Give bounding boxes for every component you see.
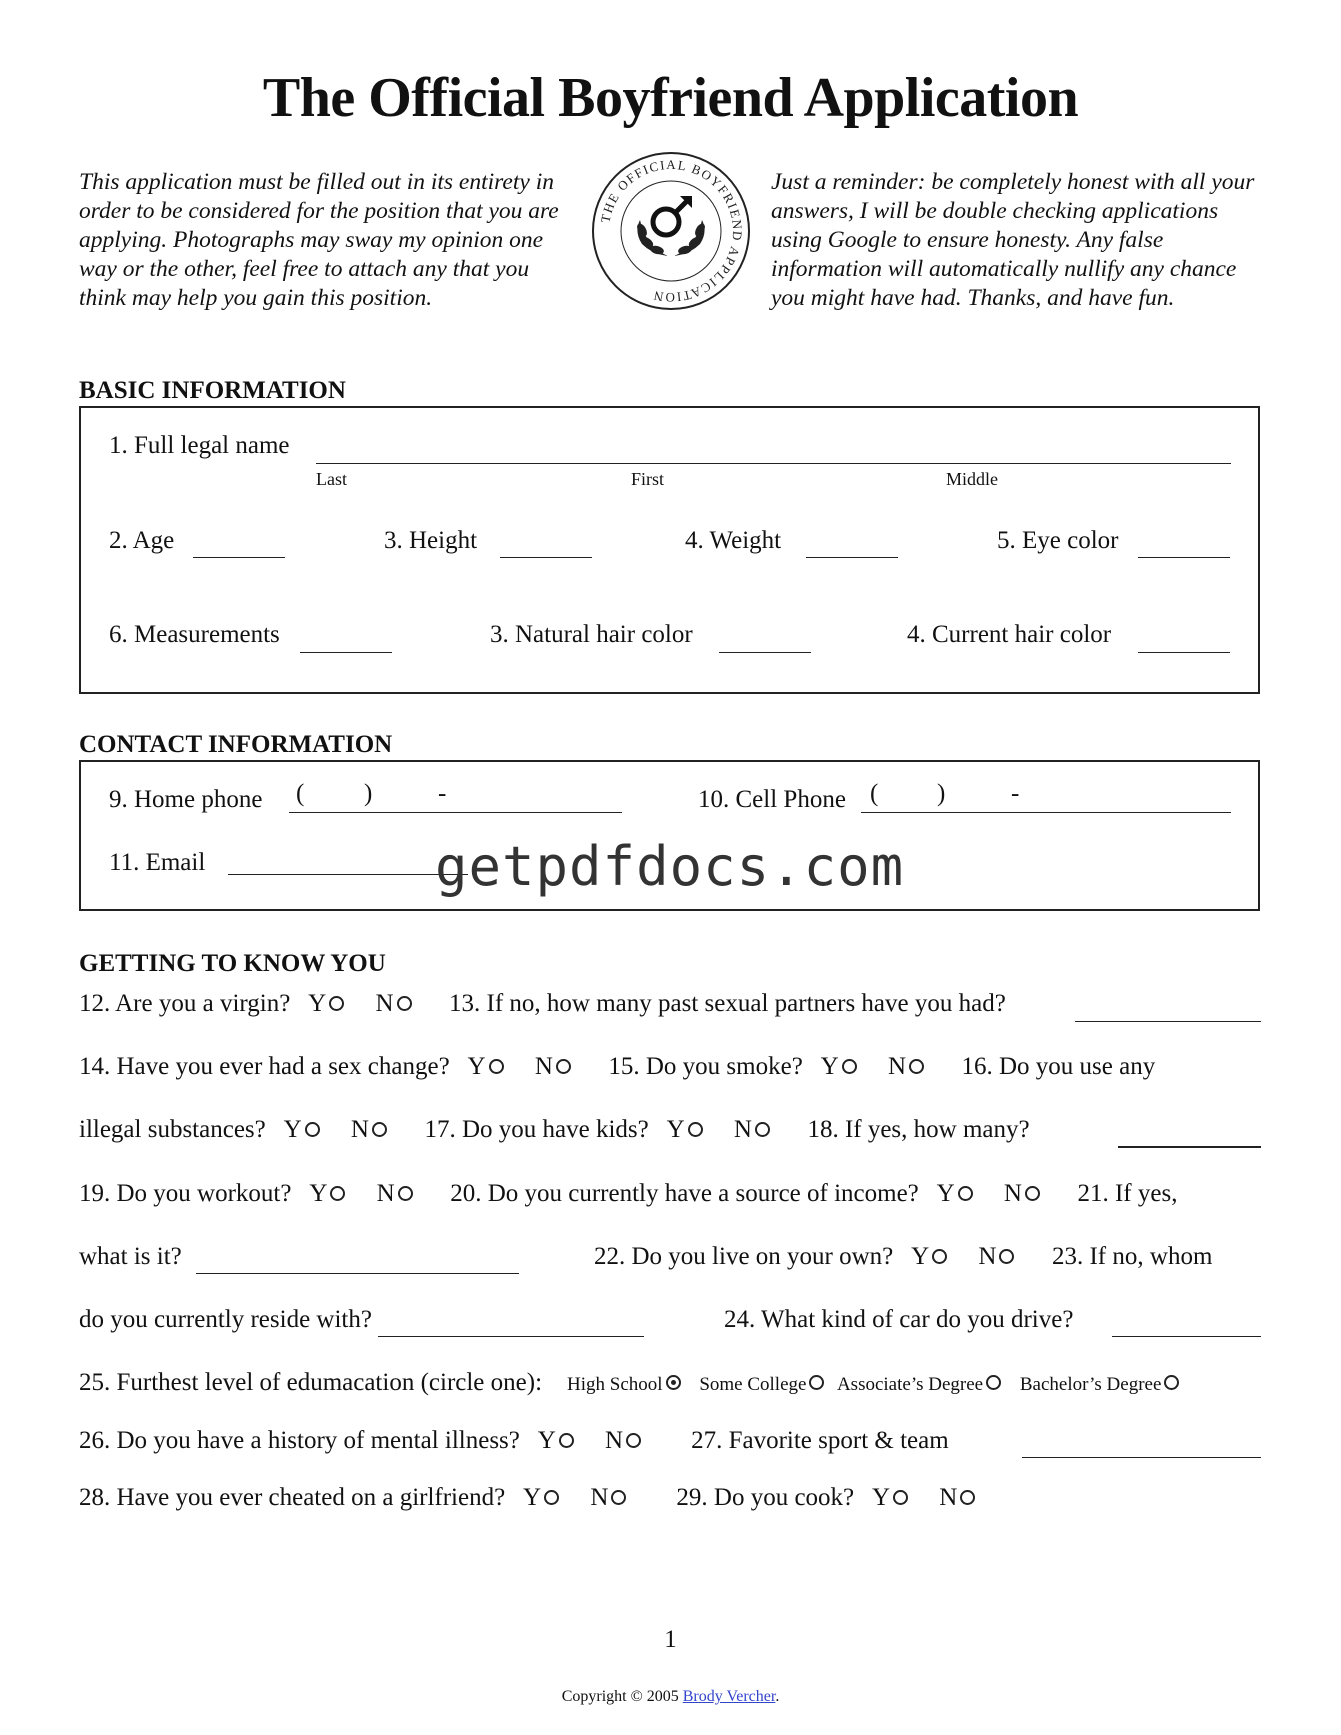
q20-yes-radio[interactable] xyxy=(958,1186,973,1201)
height-field[interactable] xyxy=(500,557,592,558)
q16b-label: illegal substances? xyxy=(79,1116,266,1143)
name-part-middle: Middle xyxy=(946,469,998,489)
age-label: 2. Age xyxy=(109,527,175,554)
q17-no-label: N xyxy=(733,1116,752,1143)
q16-yes-label: Y xyxy=(283,1116,302,1143)
copyright xyxy=(0,1688,1341,1706)
height-label: 3. Height xyxy=(384,527,478,554)
q13-label: 13. If no, how many past sexual partners have you had? xyxy=(449,990,1006,1017)
measurements-label: 6. Measurements xyxy=(109,621,280,648)
q23b-label: do you currently reside with? xyxy=(79,1306,372,1333)
cell-phone-paren-open: ( xyxy=(870,780,879,807)
q28-yes-label: Y xyxy=(523,1484,542,1511)
cell-phone-dash: - xyxy=(1011,780,1020,807)
q16-yes-radio[interactable] xyxy=(305,1122,320,1137)
q24-label: 24. What kind of car do you drive? xyxy=(724,1306,1074,1333)
edu-option-bachelors: Bachelor’s Degree xyxy=(1019,1374,1162,1395)
q15-label: 15. Do you smoke? xyxy=(608,1053,803,1080)
q22-yes-label: Y xyxy=(911,1243,930,1270)
q23-field[interactable] xyxy=(378,1336,644,1337)
q28-no-label: N xyxy=(590,1484,609,1511)
name-part-first: First xyxy=(631,469,665,489)
author-link[interactable]: Brody Vercher xyxy=(682,1688,776,1705)
q17-yes-label: Y xyxy=(666,1116,685,1143)
edu-option-high-school: High School xyxy=(567,1374,663,1395)
q15-no-radio[interactable] xyxy=(909,1059,924,1074)
q20-no-label: N xyxy=(1003,1180,1022,1207)
q13-field[interactable] xyxy=(1075,1021,1261,1022)
q29-no-radio[interactable] xyxy=(960,1490,975,1505)
q14-yes-radio[interactable] xyxy=(489,1059,504,1074)
q21-field[interactable] xyxy=(196,1273,519,1274)
q23-label: 23. If no, whom xyxy=(1051,1243,1213,1270)
q17-no-radio[interactable] xyxy=(755,1122,770,1137)
q19-yes-label: Y xyxy=(309,1180,328,1207)
edu-associates-radio[interactable] xyxy=(986,1375,1001,1390)
q14-yes-label: Y xyxy=(467,1053,486,1080)
q20-label: 20. Do you currently have a source of income? xyxy=(450,1180,919,1207)
q12-no-label: N xyxy=(375,990,394,1017)
natural-hair-label: 3. Natural hair color xyxy=(490,621,693,648)
q22-no-radio[interactable] xyxy=(999,1249,1014,1264)
home-phone-paren-close: ) xyxy=(364,780,373,807)
q16-no-label: N xyxy=(350,1116,369,1143)
q29-yes-label: Y xyxy=(871,1484,891,1511)
male-symbol-icon xyxy=(653,196,692,235)
q22-no-label: N xyxy=(978,1243,997,1270)
q29-yes-radio[interactable] xyxy=(893,1490,908,1505)
q19-row xyxy=(79,1180,1177,1208)
weight-label: 4. Weight xyxy=(685,527,782,554)
q21b-label: what is it? xyxy=(79,1243,182,1270)
q22-yes-radio[interactable] xyxy=(932,1249,947,1264)
q14-label: 14. Have you ever had a sex change? xyxy=(79,1053,450,1080)
q26-row xyxy=(79,1427,949,1455)
cell-phone-label: 10. Cell Phone xyxy=(698,786,846,813)
page-number: 1 xyxy=(664,1626,677,1653)
current-hair-field[interactable] xyxy=(1138,652,1230,653)
q27-label: 27. Favorite sport & team xyxy=(691,1427,949,1454)
q15-yes-label: Y xyxy=(820,1053,839,1080)
q27-field[interactable] xyxy=(1022,1457,1261,1458)
q26-yes-radio[interactable] xyxy=(559,1433,574,1448)
q26-label: 26. Do you have a history of mental illness? xyxy=(79,1427,520,1454)
q18-label: 18. If yes, how many? xyxy=(807,1116,1030,1143)
q19-label: 19. Do you workout? xyxy=(79,1180,292,1207)
q28-no-radio[interactable] xyxy=(611,1490,626,1505)
q26-no-label: N xyxy=(605,1427,624,1454)
q20-yes-label: Y xyxy=(936,1180,955,1207)
q16b-row xyxy=(79,1116,1030,1144)
edu-bachelors-radio[interactable] xyxy=(1164,1375,1179,1390)
intro-reminder: Just a reminder: be completely honest with all your answers, I will be double checking applications using Google to ensure honesty. Any false information will automatically nullify any chance you might have had. Thanks, and have fun. xyxy=(771,169,1255,311)
q29-label: 29. Do you cook? xyxy=(676,1484,855,1511)
q28-row xyxy=(79,1484,975,1512)
edu-some-college-radio[interactable] xyxy=(809,1375,824,1390)
q12-row xyxy=(79,990,1006,1018)
cell-phone-field[interactable] xyxy=(861,812,1231,813)
q28-yes-radio[interactable] xyxy=(544,1490,559,1505)
q29-no-label: N xyxy=(939,1484,958,1511)
q12-label: 12. Are you a virgin? xyxy=(79,990,291,1017)
edu-high-school-radio[interactable] xyxy=(666,1375,681,1390)
seal-ring-text: THE OFFICIAL BOYFRIEND APPLICATION xyxy=(597,156,746,306)
email-field[interactable] xyxy=(228,874,468,875)
q20-no-radio[interactable] xyxy=(1025,1186,1040,1201)
cell-phone-paren-close: ) xyxy=(937,780,946,807)
official-seal-logo xyxy=(590,150,752,312)
section-heading-know: GETTING TO KNOW YOU xyxy=(79,950,386,977)
page-title: The Official Boyfriend Application xyxy=(262,67,1079,129)
q16-no-radio[interactable] xyxy=(372,1122,387,1137)
q14-row xyxy=(79,1053,1155,1081)
weight-field[interactable] xyxy=(806,557,898,558)
measurements-field[interactable] xyxy=(300,652,392,653)
q26-no-radio[interactable] xyxy=(626,1433,641,1448)
laurel-wreath-icon xyxy=(635,220,707,256)
eye-color-field[interactable] xyxy=(1138,557,1230,558)
q26-yes-label: Y xyxy=(537,1427,556,1454)
q25-row xyxy=(79,1369,1179,1397)
q14-no-label: N xyxy=(534,1053,553,1080)
q24-field[interactable] xyxy=(1112,1336,1261,1337)
section-heading-basic: BASIC INFORMATION xyxy=(79,377,346,404)
copyright-period: . xyxy=(775,1688,780,1705)
q28-label: 28. Have you ever cheated on a girlfriend? xyxy=(79,1484,506,1511)
home-phone-paren-open: ( xyxy=(296,780,305,807)
q12-no-radio[interactable] xyxy=(397,996,412,1011)
q12-yes-label: Y xyxy=(308,990,327,1017)
q15-yes-radio[interactable] xyxy=(842,1059,857,1074)
age-field[interactable] xyxy=(193,557,285,558)
current-hair-label: 4. Current hair color xyxy=(907,621,1112,648)
natural-hair-field[interactable] xyxy=(719,652,811,653)
email-label: 11. Email xyxy=(109,849,206,876)
full-name-field[interactable] xyxy=(316,463,1231,464)
q17-label: 17. Do you have kids? xyxy=(424,1116,649,1143)
q18-field[interactable] xyxy=(1118,1146,1261,1148)
q22-label: 22. Do you live on your own? xyxy=(594,1243,894,1270)
q15-no-label: N xyxy=(887,1053,906,1080)
watermark: getpdfdocs.com xyxy=(435,835,905,898)
home-phone-dash: - xyxy=(438,780,447,807)
edu-option-some-college: Some College xyxy=(699,1374,807,1395)
q12-yes-radio[interactable] xyxy=(329,996,344,1011)
q16-label: 16. Do you use any xyxy=(961,1053,1156,1080)
section-heading-contact: CONTACT INFORMATION xyxy=(79,731,393,758)
copyright-text: Copyright © 2005 xyxy=(561,1688,679,1705)
full-name-label: 1. Full legal name xyxy=(109,432,290,459)
home-phone-label: 9. Home phone xyxy=(109,786,263,813)
home-phone-field[interactable] xyxy=(289,812,622,813)
q14-no-radio[interactable] xyxy=(556,1059,571,1074)
edu-option-associates: Associate’s Degree xyxy=(836,1374,984,1395)
eye-color-label: 5. Eye color xyxy=(997,527,1119,554)
q22-row xyxy=(594,1243,1212,1271)
q19-no-radio[interactable] xyxy=(398,1186,413,1201)
intro-instructions: This application must be filled out in its entirety in order to be considered for the position that you are applying. Photographs may sway my opinion one way or the other, feel free to attach any that you think may help you gain this position. xyxy=(79,169,559,311)
q19-yes-radio[interactable] xyxy=(330,1186,345,1201)
q21-label: 21. If yes, xyxy=(1077,1180,1178,1207)
q17-yes-radio[interactable] xyxy=(688,1122,703,1137)
q19-no-label: N xyxy=(376,1180,395,1207)
name-part-last: Last xyxy=(316,469,347,489)
q25-label: 25. Furthest level of edumacation (circle one): xyxy=(79,1369,543,1396)
